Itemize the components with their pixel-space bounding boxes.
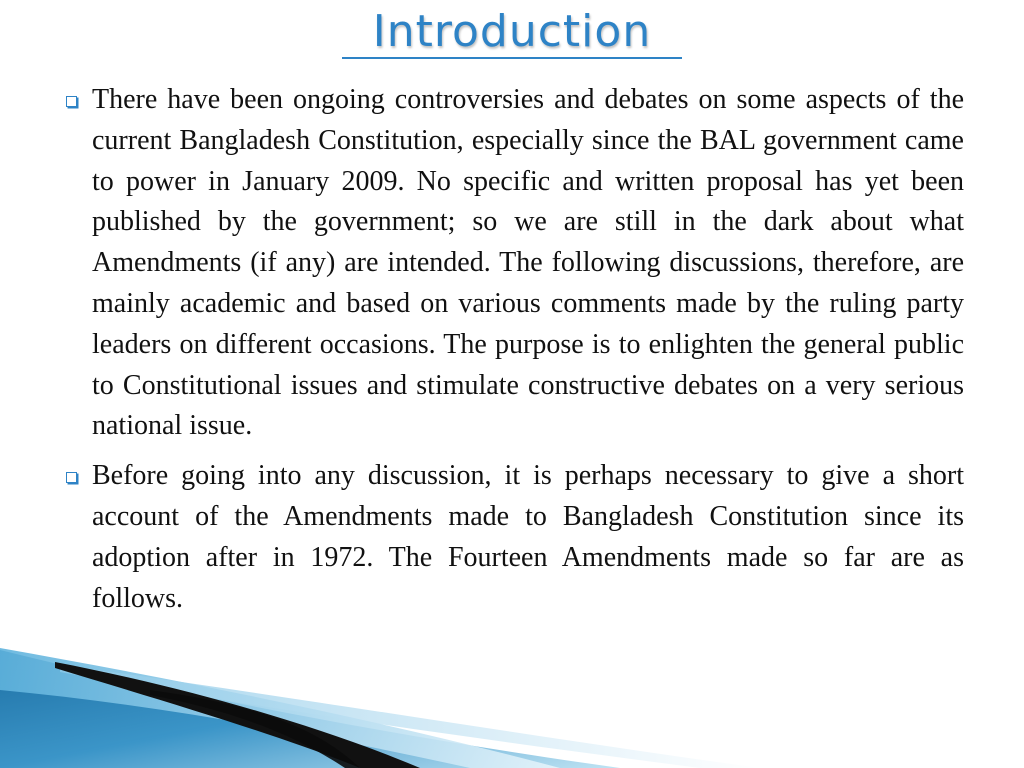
list-item [62,456,964,619]
title-text: Introduction [372,6,652,57]
bullet-text: Before going into any discussion, it is perhaps necessary to give a short account of the Amendments made to Bangladesh Constitution since its adoption after in 1972. The Fourteen Amendments made so far are as follows. [92,460,964,614]
square-bullet-icon [66,472,77,483]
square-bullet-icon [66,96,77,107]
list-item [62,80,964,447]
page-title [0,0,1024,64]
bullet-list [62,80,964,628]
title-underline [342,57,682,59]
bullet-text: There have been ongoing controversies and debates on some aspects of the current Bangladesh Constitution, especially since the BAL government came to power in January 2009. No specific and written proposal has yet been published by the government; so we are still in the dark about what Amendments (if any) are intended. The following discussions, therefore, are mainly academic and based on various comments made by the ruling party leaders on different occasions. The purpose is to enlighten the general public to Constitutional issues and stimulate constructive debates on a very serious national issue. [92,84,964,442]
